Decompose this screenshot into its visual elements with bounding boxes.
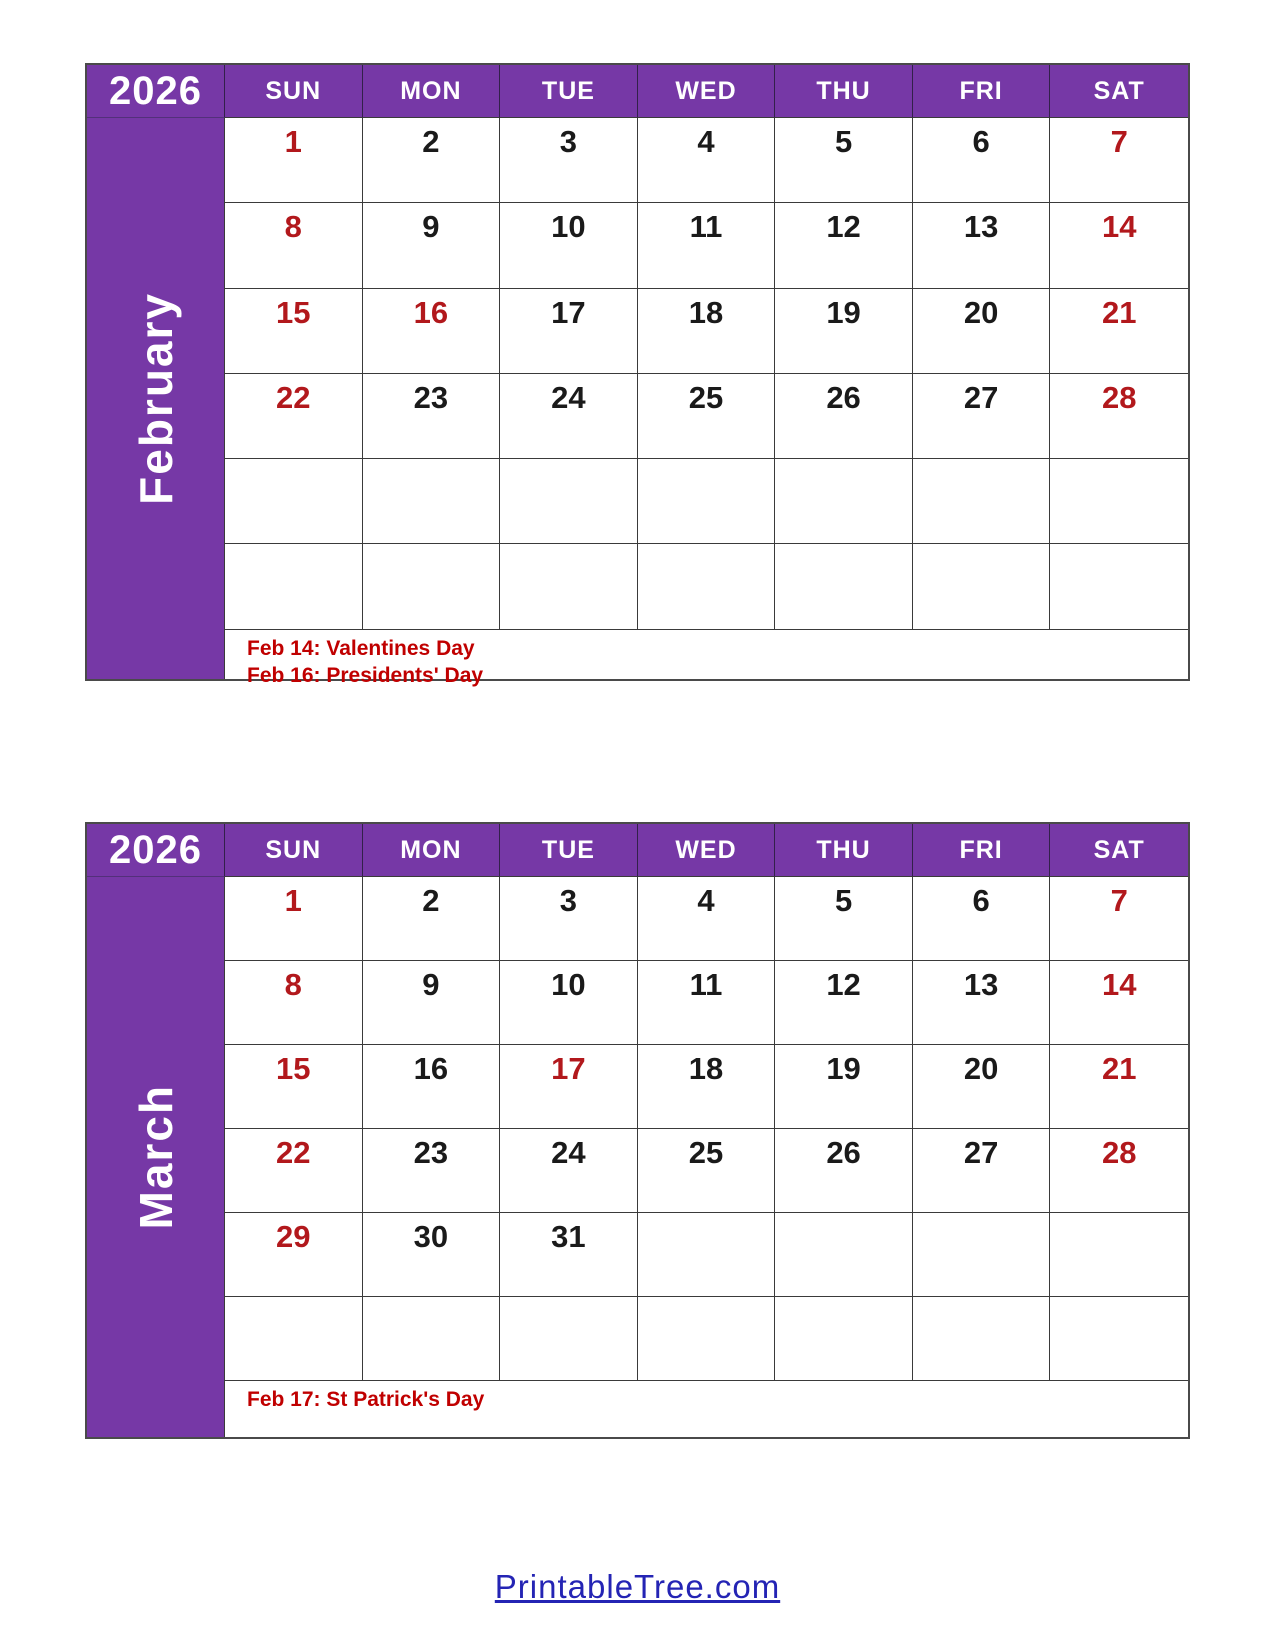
holiday-note: Feb 17: St Patrick's Day	[247, 1388, 485, 1411]
date-cell	[913, 1297, 1051, 1381]
date-cell-february-3: 3	[500, 118, 638, 203]
date-cell	[1050, 1213, 1188, 1297]
date-cell-february-15: 15	[225, 289, 363, 374]
date-cell-february-7: 7	[1050, 118, 1188, 203]
date-cell-february-21: 21	[1050, 289, 1188, 374]
month-label: February	[129, 291, 182, 505]
holiday-notes	[225, 630, 1188, 687]
weekday-header-fri: FRI	[913, 65, 1051, 118]
date-cell-march-16: 16	[363, 1045, 501, 1129]
date-cell-march-10: 10	[500, 961, 638, 1045]
year-label: 2026	[87, 824, 225, 877]
weekday-header-sat: SAT	[1050, 65, 1188, 118]
date-cell-february-16: 16	[363, 289, 501, 374]
date-cell-february-18: 18	[638, 289, 776, 374]
date-cell-february-14: 14	[1050, 203, 1188, 288]
date-cell-march-25: 25	[638, 1129, 776, 1213]
date-cell-february-1: 1	[225, 118, 363, 203]
date-cell-march-22: 22	[225, 1129, 363, 1213]
footer-link[interactable]: PrintableTree.com	[494, 1568, 781, 1605]
date-cell-march-24: 24	[500, 1129, 638, 1213]
date-cell-march-5: 5	[775, 877, 913, 961]
date-cell-february-24: 24	[500, 374, 638, 459]
date-cell-march-26: 26	[775, 1129, 913, 1213]
weekday-header-sun: SUN	[225, 824, 363, 877]
year-label: 2026	[87, 65, 225, 118]
date-cell	[775, 1213, 913, 1297]
date-cell-march-4: 4	[638, 877, 776, 961]
weekday-header-thu: THU	[775, 65, 913, 118]
date-cell-february-12: 12	[775, 203, 913, 288]
date-cell	[638, 1297, 776, 1381]
date-cell-february-4: 4	[638, 118, 776, 203]
date-cell-march-18: 18	[638, 1045, 776, 1129]
weekday-header-sun: SUN	[225, 65, 363, 118]
weekday-header-mon: MON	[363, 824, 501, 877]
weekday-header-sat: SAT	[1050, 824, 1188, 877]
date-cell-february-2: 2	[363, 118, 501, 203]
date-cell-march-28: 28	[1050, 1129, 1188, 1213]
date-cell	[363, 544, 501, 629]
date-cell-february-8: 8	[225, 203, 363, 288]
date-cell	[500, 459, 638, 544]
date-cell-february-13: 13	[913, 203, 1051, 288]
date-cell	[913, 544, 1051, 629]
date-cell-march-29: 29	[225, 1213, 363, 1297]
holiday-notes	[225, 1381, 1188, 1437]
weekday-header-wed: WED	[638, 824, 776, 877]
date-cell-march-30: 30	[363, 1213, 501, 1297]
weekday-header-tue: TUE	[500, 65, 638, 118]
date-cell-march-20: 20	[913, 1045, 1051, 1129]
date-cell-march-19: 19	[775, 1045, 913, 1129]
date-cell-march-31: 31	[500, 1213, 638, 1297]
weekday-header-tue: TUE	[500, 824, 638, 877]
date-cell	[1050, 544, 1188, 629]
date-cell	[638, 459, 776, 544]
date-cell-march-2: 2	[363, 877, 501, 961]
date-cell-february-28: 28	[1050, 374, 1188, 459]
date-cell-march-21: 21	[1050, 1045, 1188, 1129]
date-cell	[913, 459, 1051, 544]
date-cell-february-17: 17	[500, 289, 638, 374]
date-cell-march-11: 11	[638, 961, 776, 1045]
date-cell-march-15: 15	[225, 1045, 363, 1129]
date-cell	[638, 1213, 776, 1297]
date-cell-march-1: 1	[225, 877, 363, 961]
date-cell-february-26: 26	[775, 374, 913, 459]
date-cell-february-19: 19	[775, 289, 913, 374]
date-cell	[775, 459, 913, 544]
weekday-header-thu: THU	[775, 824, 913, 877]
date-cell-february-5: 5	[775, 118, 913, 203]
date-cell-february-6: 6	[913, 118, 1051, 203]
date-cell	[500, 544, 638, 629]
date-cell-march-7: 7	[1050, 877, 1188, 961]
calendar-march	[85, 822, 1190, 1439]
date-cell-february-11: 11	[638, 203, 776, 288]
date-cell	[775, 1297, 913, 1381]
date-cell-february-23: 23	[363, 374, 501, 459]
date-cell	[638, 544, 776, 629]
weekday-header-mon: MON	[363, 65, 501, 118]
date-cell-march-12: 12	[775, 961, 913, 1045]
month-label-cell	[87, 877, 225, 1437]
date-cell	[500, 1297, 638, 1381]
footer	[0, 1568, 1275, 1606]
calendar-february	[85, 63, 1190, 687]
date-cell-february-10: 10	[500, 203, 638, 288]
date-cell	[363, 459, 501, 544]
date-cell	[225, 459, 363, 544]
date-cell-february-9: 9	[363, 203, 501, 288]
date-cell-march-17: 17	[500, 1045, 638, 1129]
month-label-cell	[87, 118, 225, 679]
date-cell	[1050, 1297, 1188, 1381]
date-cell-march-3: 3	[500, 877, 638, 961]
weekday-header-fri: FRI	[913, 824, 1051, 877]
date-cell	[1050, 459, 1188, 544]
date-cell-march-14: 14	[1050, 961, 1188, 1045]
date-cell-march-6: 6	[913, 877, 1051, 961]
date-cell	[775, 544, 913, 629]
month-label: March	[129, 1084, 182, 1230]
date-cell-march-23: 23	[363, 1129, 501, 1213]
date-cell	[225, 1297, 363, 1381]
date-cell-february-25: 25	[638, 374, 776, 459]
date-cell-march-9: 9	[363, 961, 501, 1045]
holiday-note: Feb 14: Valentines Day	[247, 636, 475, 660]
date-cell-march-8: 8	[225, 961, 363, 1045]
date-cell	[363, 1297, 501, 1381]
date-cell-february-20: 20	[913, 289, 1051, 374]
date-cell-march-27: 27	[913, 1129, 1051, 1213]
date-cell-march-13: 13	[913, 961, 1051, 1045]
holiday-note: Feb 16: Presidents' Day	[247, 663, 484, 687]
weekday-header-wed: WED	[638, 65, 776, 118]
date-cell	[913, 1213, 1051, 1297]
date-cell	[225, 544, 363, 629]
date-cell-february-27: 27	[913, 374, 1051, 459]
date-cell-february-22: 22	[225, 374, 363, 459]
